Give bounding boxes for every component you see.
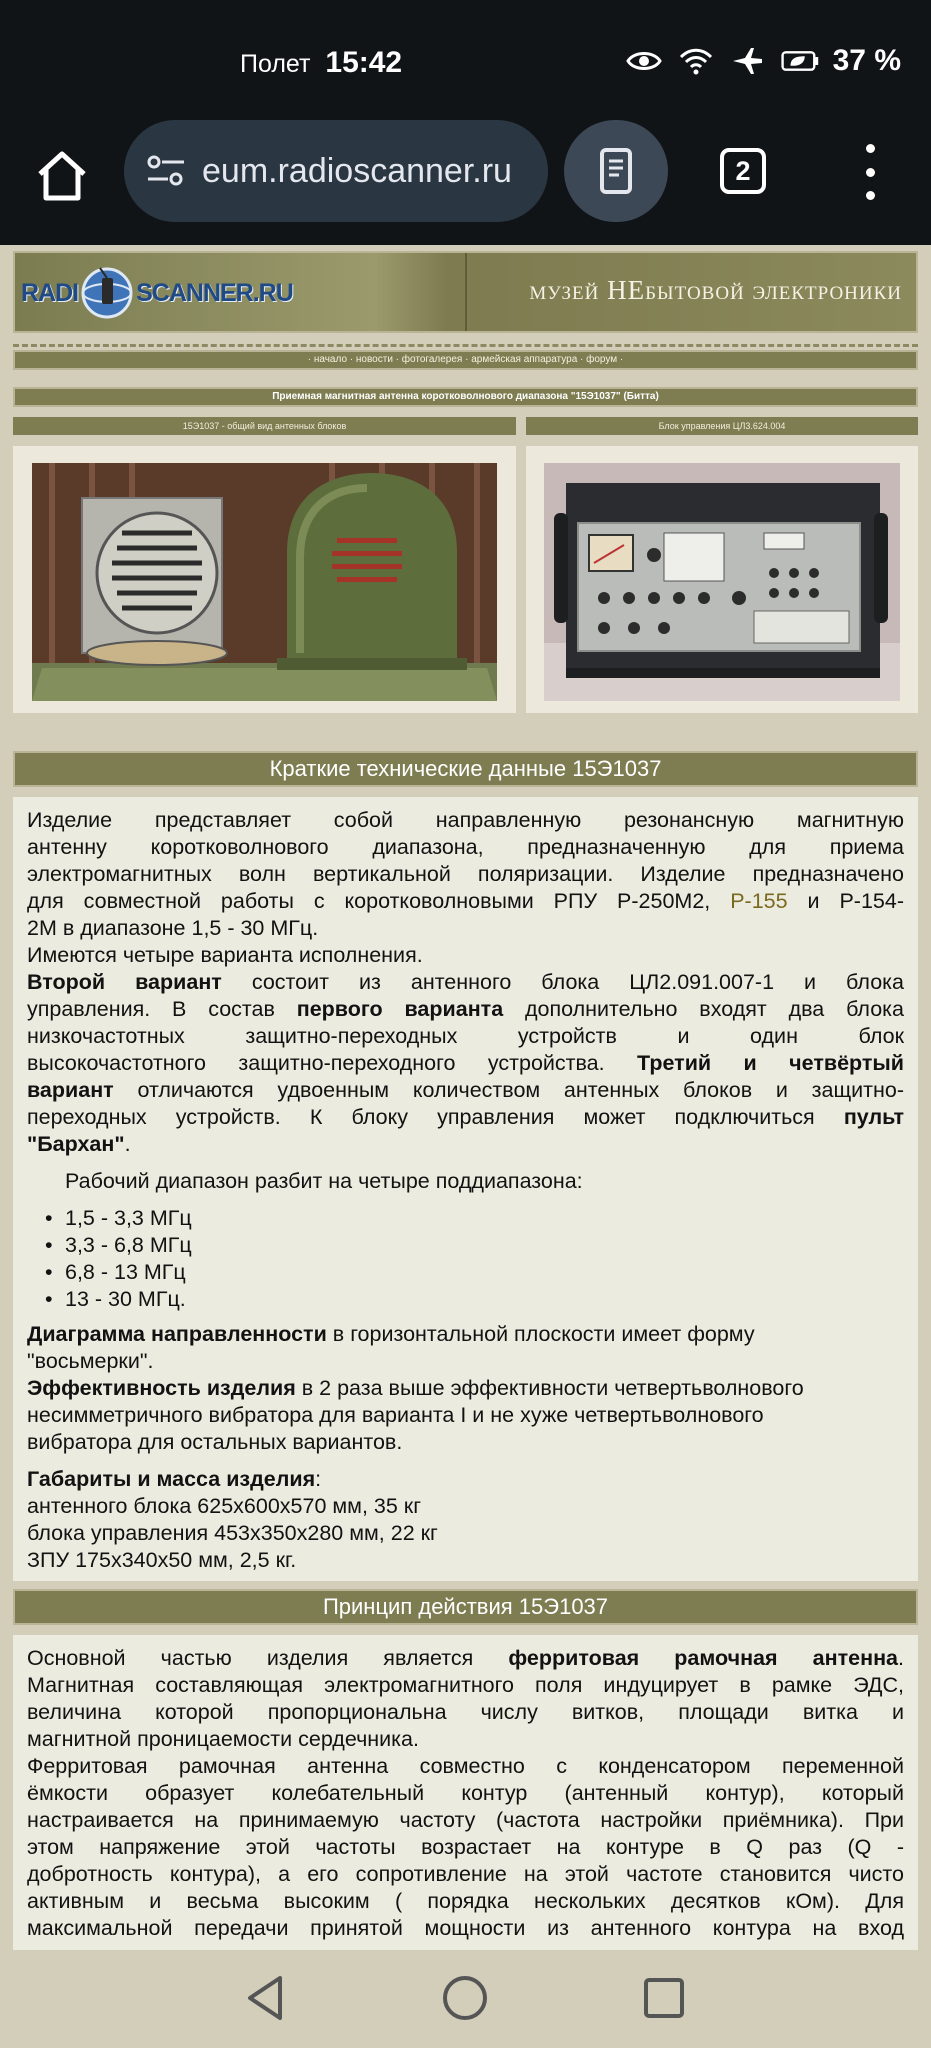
antenna-blocks-photo[interactable] (32, 463, 497, 701)
decorative-strip (13, 339, 918, 347)
text-line: для совместной работы с коротковолновыми РПУ Р-250М2, Р-155 и Р-154- (27, 889, 904, 913)
url-text[interactable]: eum.radioscanner.ru (202, 151, 512, 190)
reader-mode-button[interactable] (564, 120, 668, 222)
text-line: 2М в диапазоне 1,5 - 30 МГц. (27, 916, 319, 940)
airplane-mode-label: Полет (240, 50, 311, 78)
museum-title: музей НЕбытовой электроники (529, 275, 902, 305)
system-nav-bar (0, 1950, 931, 2048)
text-line: низкочастотных защитно-переходных устройств и один блок (27, 1024, 904, 1048)
text-line: Габариты и масса изделия: (27, 1467, 322, 1491)
battery-percent: 37 % (832, 44, 901, 77)
browser-toolbar (0, 120, 931, 245)
wifi-icon (677, 46, 715, 76)
status-right (625, 44, 901, 78)
text-line: несимметричного вибратора для варианта I и не хуже четвертьволнового (27, 1403, 764, 1427)
section-principle-body (13, 1635, 918, 1950)
recents-icon[interactable] (636, 1970, 692, 2026)
bands-intro: Рабочий диапазон разбит на четыре поддиапазона: (65, 1169, 583, 1193)
text-line: Эффективность изделия в 2 раза выше эффективности четвертьволнового (27, 1376, 804, 1400)
home-icon (30, 144, 94, 208)
airplane-icon (729, 46, 767, 76)
photo-antenna-blocks-frame (13, 446, 516, 713)
text-line: Имеются четыре варианта исполнения. (27, 943, 423, 967)
text-line: электромагнитных волн вертикальной поляризации. Изделие предназначено (27, 862, 904, 886)
text-line: управления. В состав первого варианта дополнительно входят два блока (27, 997, 904, 1021)
photo-left-caption: 15Э1037 - общий вид антенных блоков (13, 417, 516, 435)
site-banner (13, 251, 918, 333)
status-bar (0, 0, 931, 120)
photo-right-caption: Блок управления ЦЛ3.624.004 (526, 417, 918, 435)
tab-switcher-button[interactable]: 2 (720, 148, 766, 194)
text-line: Магнитная составляющая электромагнитного поля индуцирует в рамке ЭДС, (27, 1673, 904, 1697)
text-line: активным и весьма высоким ( порядка нескольких десятков кОм). Для (27, 1889, 904, 1913)
text-line: антенного блока 625x600x570 мм, 35 кг (27, 1494, 422, 1518)
list-item: • 6,8 - 13 МГц (27, 1259, 904, 1286)
text-line: вибратора для остальных вариантов. (27, 1430, 403, 1454)
text-line: Диаграмма направленности в горизонтальной плоскости имеет форму (27, 1322, 755, 1346)
text-line: магнитной проницаемости сердечника. (27, 1727, 419, 1751)
site-logo[interactable]: RADI SCANNER.RU (21, 263, 293, 323)
battery-saver-icon (781, 46, 819, 76)
text-line: переходных устройств. К блоку управления может подключиться пульт (27, 1105, 904, 1129)
text-line: антенну коротковолнового диапазона, предназначенную для приема (27, 835, 904, 859)
clock: 15:42 (325, 46, 403, 79)
text-line: блока управления 453x350x280 мм, 22 кг (27, 1521, 438, 1545)
section-tech-data-body (13, 797, 918, 1581)
control-unit-photo[interactable] (544, 463, 900, 701)
link-r155[interactable]: Р-155 (730, 889, 788, 913)
site-nav[interactable]: · начало · новости · фотогалерея · армейская аппаратура · форум · (13, 350, 918, 370)
text-line: ЗПУ 175x340x50 мм, 2,5 кг. (27, 1548, 297, 1572)
page-title: Приемная магнитная антенна коротковолнового диапазона "15Э1037" (Битта) (13, 387, 918, 407)
photo-control-unit-frame (526, 446, 918, 713)
text-line: добротность контура), а его сопротивление на этой частоте становится чисто (27, 1862, 904, 1886)
status-left (240, 46, 402, 80)
text-line: "Бархан". (27, 1132, 131, 1156)
list-item: • 1,5 - 3,3 МГц (27, 1205, 904, 1232)
address-bar[interactable] (124, 120, 548, 222)
text-line: ёмкости образует колебательный контур (антенный контур), который (27, 1781, 904, 1805)
home-button[interactable] (30, 144, 94, 208)
text-line: "восьмерки". (27, 1349, 154, 1373)
logo-globe-icon (80, 266, 134, 320)
home-nav-icon[interactable] (437, 1970, 493, 2026)
text-line: Ферритовая рамочная антенна совместно с конденсатором переменной (27, 1754, 904, 1778)
eye-icon (625, 46, 663, 76)
bands-list (27, 1205, 904, 1313)
text-line: этом напряжение этой частоты возрастает на контуре в Q раз (Q - (27, 1835, 904, 1859)
site-settings-icon[interactable] (144, 149, 188, 193)
back-icon[interactable] (238, 1970, 294, 2026)
section-header-tech-data: Краткие технические данные 15Э1037 (13, 751, 918, 787)
text-line: вариант отличаются удвоенным количеством антенных блоков и защитно- (27, 1078, 904, 1102)
web-page (0, 245, 931, 1950)
document-icon (599, 147, 633, 195)
text-line: Изделие представляет собой направленную резонансную магнитную (27, 808, 904, 832)
text-line: настраивается на принимаемую частоту (частота настройки приёмника). При (27, 1808, 904, 1832)
text-line: максимальной передачи принятой мощности из антенного контура на вход (27, 1916, 904, 1940)
overflow-menu-icon[interactable] (860, 144, 880, 200)
text-line: высокочастотного защитно-переходного устройства. Третий и четвёртый (27, 1051, 904, 1075)
list-item: • 3,3 - 6,8 МГц (27, 1232, 904, 1259)
section-header-principle: Принцип действия 15Э1037 (13, 1589, 918, 1625)
list-item: • 13 - 30 МГц. (27, 1286, 904, 1313)
text-line: Второй вариант состоит из антенного блока ЦЛ2.091.007-1 и блока (27, 970, 904, 994)
text-line: Основной частью изделия является ферритовая рамочная антенна. (27, 1646, 904, 1670)
text-line: величина которой пропорциональна числу витков, площади витка и (27, 1700, 904, 1724)
banner-divider (465, 253, 467, 331)
